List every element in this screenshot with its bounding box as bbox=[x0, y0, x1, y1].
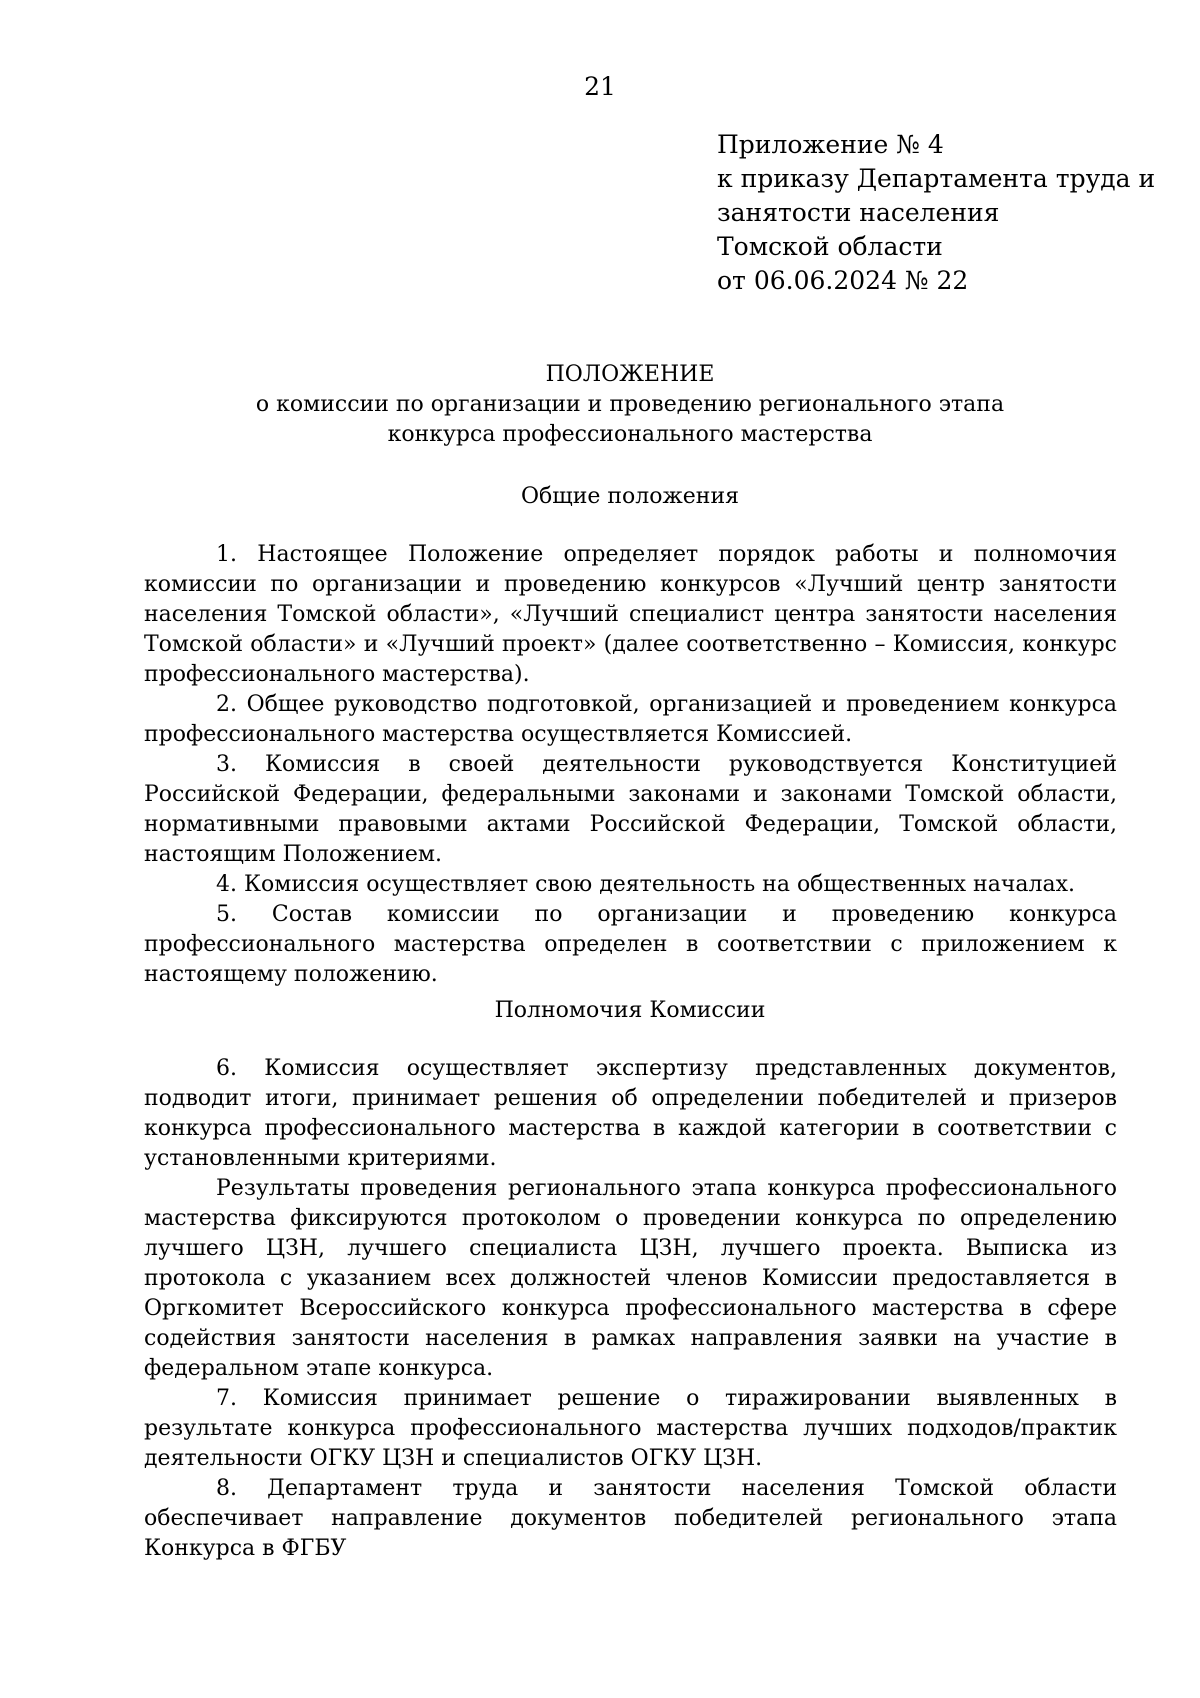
section-heading-powers: Полномочия Комиссии bbox=[494, 998, 766, 1023]
annex-line: к приказу Департамента труда и bbox=[717, 164, 1156, 193]
document-title bbox=[0, 360, 1200, 450]
title-subtitle: о комиссии по организации и проведению регионального этапа bbox=[255, 392, 1005, 417]
section-body-powers bbox=[144, 1054, 1117, 1564]
paragraph: 5. Состав комиссии по организации и проведению конкурса профессионального мастерства определен в соответствии с приложением к настоящему положению. bbox=[144, 902, 1117, 987]
title-heading: ПОЛОЖЕНИЕ bbox=[545, 362, 715, 387]
paragraph: Результаты проведения регионального этапа конкурса профессионального мастерства фиксируются протоколом о проведении конкурса по определению лучшего ЦЗН, лучшего специалиста ЦЗН, лучшего проекта. Выписка из протокола с указанием всех должностей членов Комиссии предоставляется в Оргкомитет Всероссийского конкурса профессионального мастерства в сфере содействия занятости населения в рамках направления заявки на участие в федеральном этапе конкурса. bbox=[144, 1176, 1117, 1381]
section-body-general bbox=[144, 540, 1117, 990]
paragraph: 2. Общее руководство подготовкой, организацией и проведением конкурса профессионального мастерства осуществляется Комиссией. bbox=[144, 692, 1117, 747]
annex-reference bbox=[717, 128, 1187, 298]
paragraph: 1. Настоящее Положение определяет порядок работы и полномочия комиссии по организации и проведению конкурсов «Лучший центр занятости населения Томской области», «Лучший специалист центра занятости населения Томской области» и «Лучший проект» (далее соответственно – Комиссия, конкурс профессионального мастерства). bbox=[144, 542, 1117, 687]
page-number: 21 bbox=[584, 72, 616, 101]
annex-line: Приложение № 4 bbox=[717, 130, 944, 159]
paragraph: 6. Комиссия осуществляет экспертизу представленных документов, подводит итоги, принимает решения об определении победителей и призеров конкурса профессионального мастерства в каждой категории в соответствии с установленными критериями. bbox=[144, 1056, 1117, 1171]
annex-line: от 06.06.2024 № 22 bbox=[717, 266, 969, 295]
annex-line: Томской области bbox=[717, 232, 943, 261]
paragraph: 7. Комиссия принимает решение о тиражировании выявленных в результате конкурса профессионального мастерства лучших подходов/практик деятельности ОГКУ ЦЗН и специалистов ОГКУ ЦЗН. bbox=[144, 1386, 1117, 1471]
paragraph: 3. Комиссия в своей деятельности руководствуется Конституцией Российской Федерации, федеральными законами и законами Томской области, нормативными правовыми актами Российской Федерации, Томской области, настоящим Положением. bbox=[144, 752, 1117, 867]
paragraph: 4. Комиссия осуществляет свою деятельность на общественных началах. bbox=[216, 872, 1075, 897]
annex-line: занятости населения bbox=[717, 198, 1000, 227]
title-subtitle: конкурса профессионального мастерства bbox=[387, 422, 873, 447]
section-heading-general: Общие положения bbox=[520, 484, 739, 509]
paragraph: 8. Департамент труда и занятости населения Томской области обеспечивает направление документов победителей регионального этапа Конкурса в ФГБУ bbox=[144, 1476, 1117, 1561]
